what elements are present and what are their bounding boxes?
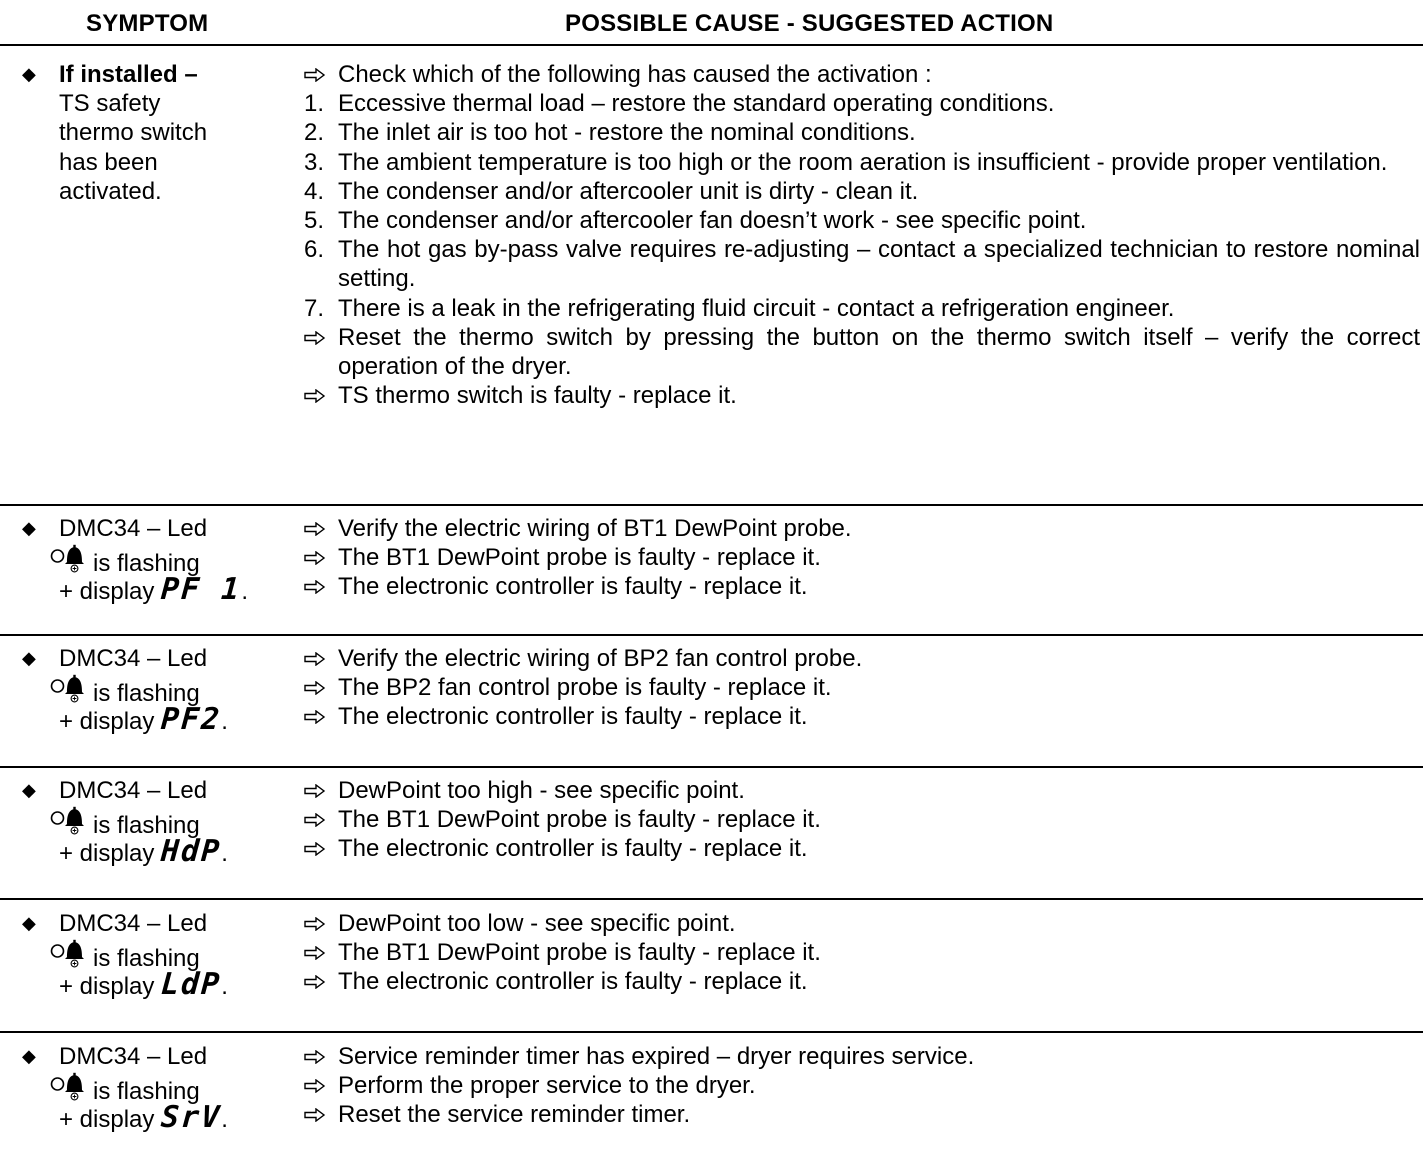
row-rule (0, 1031, 1423, 1033)
header-cause: POSSIBLE CAUSE - SUGGESTED ACTION (565, 10, 1054, 37)
diamond-bullet-icon: ◆ (22, 648, 36, 668)
cause-item: 5. The condenser and/or aftercooler fan doesn’t work - see specific point. (304, 207, 1087, 235)
cause-item: Verify the electric wiring of BT1 DewPoint probe. (302, 514, 1420, 543)
arrow-right-icon (304, 938, 338, 967)
symptom-flashing: is flashing (93, 1078, 200, 1106)
step-number: 1. (304, 90, 325, 118)
cause-item: Verify the electric wiring of BP2 fan control probe. (302, 644, 1420, 673)
step-number: 2. (304, 119, 325, 147)
display-code: HdP (159, 834, 223, 870)
cause-item: DewPoint too low - see specific point. (302, 909, 1420, 938)
cause-item: TS thermo switch is faulty - replace it. (302, 381, 1420, 410)
arrow-right-icon (304, 967, 338, 996)
cause-item: 4. The condenser and/or aftercooler unit is dirty - clean it. (304, 177, 919, 205)
cause-list (302, 1042, 1420, 1130)
symptom-bold-lead: If installed – (59, 61, 198, 88)
display-code: PF2 (159, 702, 223, 738)
symptom-cell (22, 514, 292, 608)
symptom-controller: DMC34 – Led (59, 515, 208, 542)
symptom-period: . (241, 578, 248, 606)
arrow-right-icon (304, 909, 338, 938)
cause-item: 3. The ambient temperature is too high or the room aeration is insufficient - provide proper ventilation. (304, 148, 1388, 176)
cause-item: The electronic controller is faulty - replace it. (302, 702, 1420, 731)
diamond-bullet-icon: ◆ (22, 64, 36, 84)
symptom-controller: DMC34 – Led (59, 1043, 208, 1070)
cause-item: 2. The inlet air is too hot - restore the nominal conditions. (304, 119, 916, 147)
arrow-right-icon (304, 673, 338, 702)
arrow-right-icon (304, 543, 338, 572)
cause-item: 1. Eccessive thermal load – restore the standard operating conditions. (304, 90, 1055, 118)
arrow-right-icon (304, 60, 338, 89)
row-rule (0, 634, 1423, 636)
step-number: 6. (304, 236, 325, 264)
diamond-bullet-icon: ◆ (22, 518, 36, 538)
arrow-right-icon (304, 644, 338, 673)
arrow-right-icon (304, 1071, 338, 1100)
symptom-flashing: is flashing (93, 550, 200, 578)
display-code: SrV (159, 1100, 223, 1136)
symptom-line: TS safety (59, 90, 161, 118)
cause-item: Reset the service reminder timer. (302, 1100, 1420, 1129)
cause-item: The BT1 DewPoint probe is faulty - replace it. (302, 938, 1420, 967)
arrow-right-icon (304, 381, 338, 410)
symptom-display-label: + display (59, 840, 155, 868)
cause-item: DewPoint too high - see specific point. (302, 776, 1420, 805)
symptom-line: activated. (59, 177, 162, 205)
symptom-cell (22, 644, 292, 738)
symptom-display-label: + display (59, 708, 155, 736)
diamond-bullet-icon: ◆ (22, 780, 36, 800)
arrow-right-icon (304, 1100, 338, 1129)
row-rule (0, 504, 1423, 506)
cause-item: The electronic controller is faulty - replace it. (302, 572, 1420, 601)
arrow-right-icon (304, 514, 338, 543)
symptom-period: . (221, 973, 228, 1001)
symptom-flashing: is flashing (93, 812, 200, 840)
cause-list (302, 514, 1420, 602)
cause-item: Service reminder timer has expired – dryer requires service. (302, 1042, 1420, 1071)
header-rule (0, 44, 1423, 46)
symptom-period: . (221, 708, 228, 736)
display-code: PF 1 (159, 572, 243, 608)
symptom-cell (22, 909, 292, 1003)
cause-item: The electronic controller is faulty - replace it. (302, 834, 1420, 863)
symptom-controller: DMC34 – Led (59, 910, 208, 937)
cause-item: 6. The hot gas by-pass valve requires re-adjusting – contact a specialized technician to restore nominal setting. (304, 236, 1420, 293)
cause-list (302, 60, 1420, 410)
symptom-display-label: + display (59, 973, 155, 1001)
symptom-display-label: + display (59, 578, 155, 606)
arrow-right-icon (304, 834, 338, 863)
cause-item: The electronic controller is faulty - replace it. (302, 967, 1420, 996)
step-number: 5. (304, 207, 325, 235)
cause-item: The BT1 DewPoint probe is faulty - replace it. (302, 543, 1420, 572)
symptom-period: . (221, 840, 228, 868)
cause-item: The BP2 fan control probe is faulty - replace it. (302, 673, 1420, 702)
symptom-period: . (221, 1106, 228, 1134)
cause-list (302, 909, 1420, 997)
cause-item: The BT1 DewPoint probe is faulty - replace it. (302, 805, 1420, 834)
arrow-right-icon (304, 805, 338, 834)
cause-item: Check which of the following has caused the activation : (302, 60, 1420, 89)
step-number: 7. (304, 294, 325, 322)
arrow-right-icon (304, 776, 338, 805)
symptom-cell (22, 60, 292, 206)
symptom-flashing: is flashing (93, 680, 200, 708)
diamond-bullet-icon: ◆ (22, 1046, 36, 1066)
diamond-bullet-icon: ◆ (22, 913, 36, 933)
cause-list (302, 776, 1420, 864)
symptom-cell (22, 776, 292, 870)
arrow-right-icon (304, 323, 338, 352)
header-symptom: SYMPTOM (86, 10, 209, 37)
row-rule (0, 766, 1423, 768)
step-number: 3. (304, 148, 325, 176)
symptom-line: thermo switch (59, 119, 208, 147)
symptom-flashing: is flashing (93, 945, 200, 973)
symptom-line: has been (59, 148, 158, 176)
step-number: 4. (304, 177, 325, 205)
arrow-right-icon (304, 702, 338, 731)
arrow-right-icon (304, 572, 338, 601)
cause-item: Reset the thermo switch by pressing the button on the thermo switch itself – verify the correct operation of the dryer. (302, 323, 1420, 381)
row-rule (0, 898, 1423, 900)
cause-item: Perform the proper service to the dryer. (302, 1071, 1420, 1100)
symptom-controller: DMC34 – Led (59, 645, 208, 672)
symptom-cell (22, 1042, 292, 1136)
cause-item: 7. There is a leak in the refrigerating fluid circuit - contact a refrigeration engineer. (304, 294, 1175, 322)
symptom-controller: DMC34 – Led (59, 777, 208, 804)
cause-list (302, 644, 1420, 732)
symptom-display-label: + display (59, 1106, 155, 1134)
display-code: LdP (159, 967, 223, 1003)
arrow-right-icon (304, 1042, 338, 1071)
